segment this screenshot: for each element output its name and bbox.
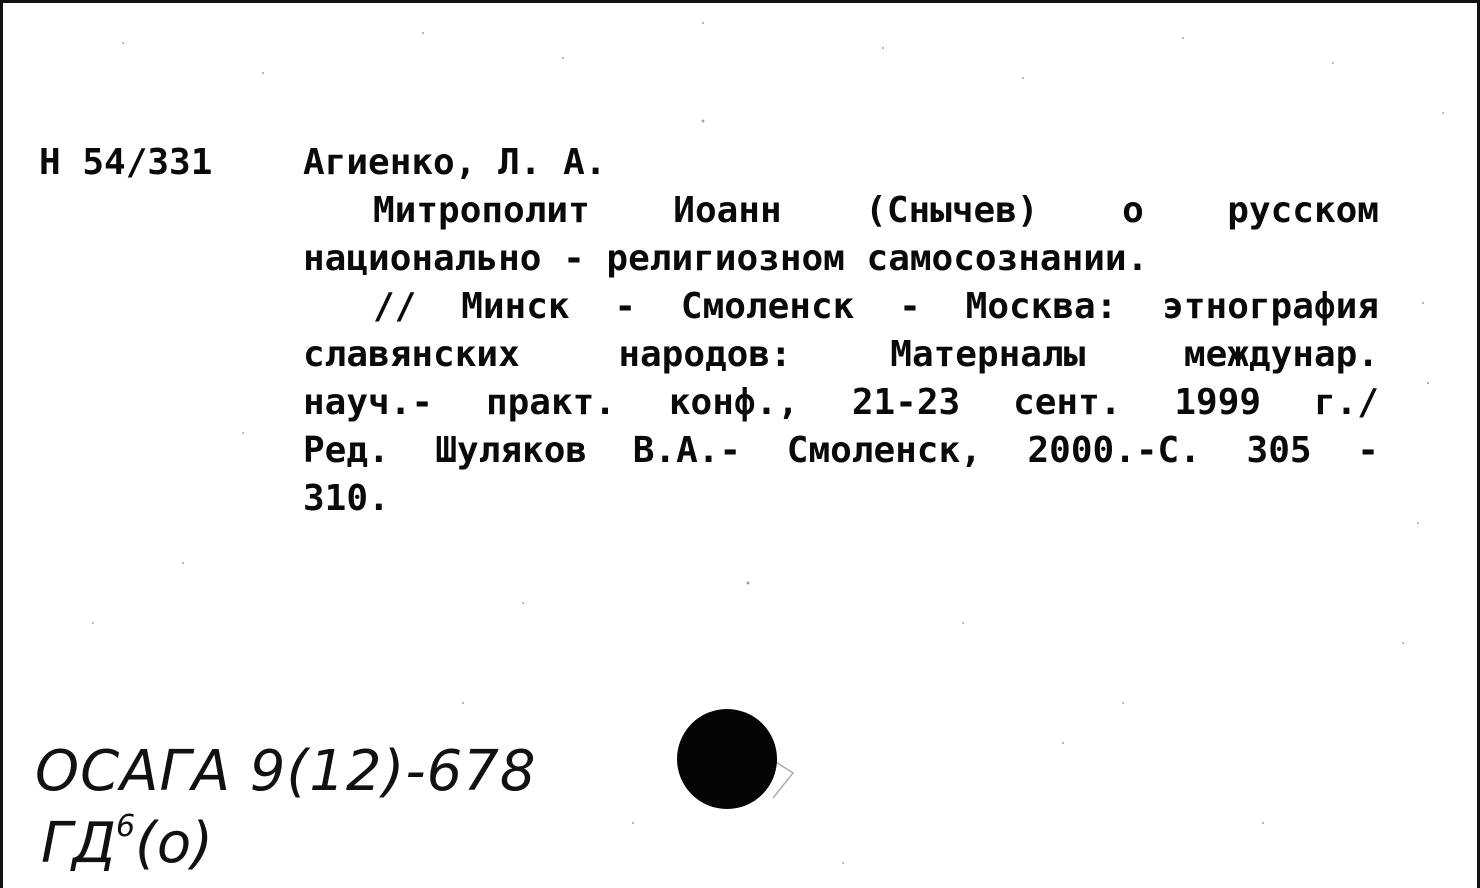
entry-word: В.А.- xyxy=(632,430,742,471)
entry-word: Минск xyxy=(461,286,570,327)
handwritten-index xyxy=(41,809,213,876)
entry-line xyxy=(303,187,1379,235)
entry-word: - xyxy=(899,286,921,327)
entry-word: Смоленск, xyxy=(786,430,982,471)
entry-word: - xyxy=(1357,430,1379,471)
entry-word: Шуляков xyxy=(435,430,588,471)
entry-word: славянских xyxy=(303,334,520,375)
entry-word: // xyxy=(373,286,417,327)
handwritten-index-superscript: 6 xyxy=(115,809,136,844)
handwritten-index-main: ГД xyxy=(41,811,116,876)
entry-word: сент. xyxy=(1013,382,1122,423)
entry-word: Москва: xyxy=(965,286,1118,327)
entry-word: 305 xyxy=(1246,430,1312,471)
entry-word: междунар. xyxy=(1183,334,1379,375)
entry-word: науч.- xyxy=(303,382,434,423)
handwritten-index-tail: (о) xyxy=(135,811,214,876)
entry-word: конф., xyxy=(668,382,799,423)
entry-line xyxy=(303,283,1379,331)
entry-line: Агиенко, Л. А. xyxy=(303,142,607,183)
entry-line xyxy=(303,379,1379,427)
entry-line: национально - религиозном самосознании. xyxy=(303,238,1149,279)
entry-word: о xyxy=(1122,190,1144,231)
entry-line xyxy=(303,427,1379,475)
entry-word: этнография xyxy=(1162,286,1379,327)
punch-hole xyxy=(677,709,777,809)
entry-word: Матерналы xyxy=(890,334,1086,375)
bibliographic-entry xyxy=(303,139,1379,523)
entry-word: Смоленск xyxy=(680,286,855,327)
entry-word: г./ xyxy=(1313,382,1379,423)
entry-word: 1999 xyxy=(1174,382,1262,423)
entry-word: Иоанн xyxy=(673,190,782,231)
entry-word: практ. xyxy=(485,382,616,423)
entry-word: - xyxy=(614,286,637,327)
entry-word: 2000.-С. xyxy=(1027,430,1201,471)
entry-line xyxy=(303,331,1379,379)
handwritten-classification-code: ОСАГА 9(12)-678 xyxy=(35,739,537,804)
shelfmark: Н 54/331 xyxy=(39,142,213,183)
entry-word: русском xyxy=(1227,190,1379,231)
entry-line: 310. xyxy=(303,478,390,519)
entry-word: Ред. xyxy=(303,430,390,471)
entry-word: (Снычев) xyxy=(865,190,1039,231)
entry-word: народов: xyxy=(618,334,792,375)
entry-word: Митрополит xyxy=(373,190,590,231)
entry-word: 21-23 xyxy=(851,382,961,423)
